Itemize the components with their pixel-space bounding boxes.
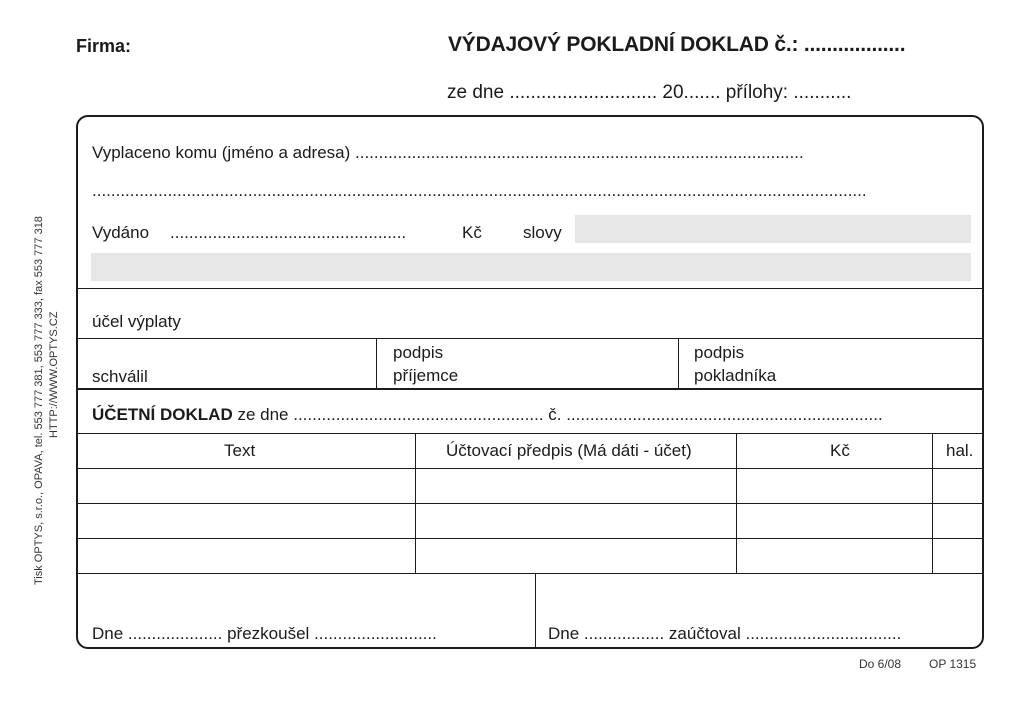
column-header-posting: Účtovací předpis (Má dáti - účet) (446, 441, 692, 460)
printer-info-line: Tisk OPTYS, s.r.o., OPAVA, tel. 553 777 381, 553 777 333, fax 553 777 318 (33, 216, 45, 585)
approved-label: schválil (92, 367, 148, 386)
accounting-title: ÚČETNÍ DOKLAD (92, 405, 233, 424)
paid-to-field[interactable]: Vyplaceno komu (jméno a adresa) ............................................................................................... (92, 143, 804, 162)
printer-website: HTTP://WWW.OPTYS.CZ (48, 311, 60, 438)
divider (77, 338, 983, 339)
section-divider (77, 388, 983, 390)
bottom-divider (535, 573, 536, 648)
table-cell-czk[interactable] (737, 469, 931, 573)
words-label: slovy (523, 223, 562, 242)
accounting-title-line (92, 405, 883, 425)
table-cell-hal[interactable] (933, 469, 982, 573)
cashier-signature-label: podpis (694, 343, 745, 362)
document-title: VÝDAJOVÝ POKLADNÍ DOKLAD č.: .................. (448, 33, 906, 56)
column-divider (376, 338, 377, 388)
product-code: OP 1315 (929, 657, 977, 671)
accounting-date-number-field[interactable]: ze dne ..................................................... č. ................................................................... (237, 405, 883, 424)
divider (77, 288, 983, 289)
issued-amount-field[interactable]: .................................................. (170, 223, 407, 242)
column-divider (678, 338, 679, 388)
table-bottom-border (77, 573, 983, 574)
posted-field[interactable]: Dne ................. zaúčtoval ................................. (548, 624, 902, 643)
company-label: Firma: (76, 36, 132, 56)
recipient-signature-label: podpis (393, 343, 444, 362)
currency-label: Kč (462, 223, 482, 242)
table-cell-text[interactable] (78, 469, 414, 573)
column-header-czk: Kč (830, 441, 850, 460)
issued-label: Vydáno (92, 223, 150, 242)
column-header-hal: hal. (946, 441, 974, 460)
recipient-signature-label-2: příjemce (393, 366, 459, 385)
cashier-signature-label-2: pokladníka (694, 366, 777, 385)
table-cell-posting[interactable] (416, 469, 735, 573)
reviewed-field[interactable]: Dne .................... přezkoušel .......................... (92, 624, 437, 643)
column-header-text: Text (224, 441, 256, 460)
printer-info (32, 216, 62, 585)
form-code: Do 6/08 (859, 657, 902, 671)
amount-in-words-continuation[interactable] (91, 253, 971, 281)
purpose-label: účel výplaty (92, 312, 181, 331)
date-attachments-line: ze dne ............................ 20....... přílohy: ........... (447, 82, 852, 103)
address-continuation-field[interactable]: .................................................................................................................................................................... (92, 181, 867, 200)
table-top-border (77, 433, 983, 434)
amount-in-words-field[interactable] (575, 215, 971, 243)
